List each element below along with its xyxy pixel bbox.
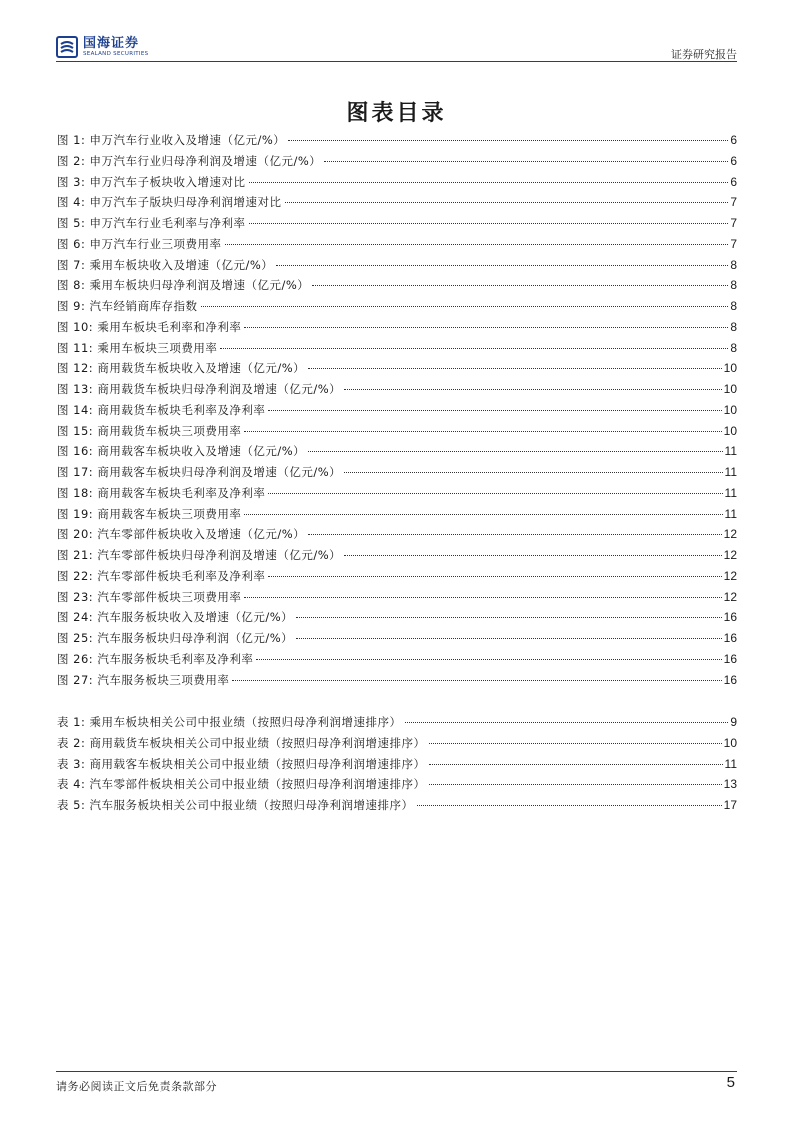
logo-mark-icon xyxy=(56,36,78,58)
figure-entry-label: 图 17: 商用载客车板块归母净利润及增速（亿元/%） xyxy=(57,465,342,479)
figure-entry-page: 8 xyxy=(730,319,737,334)
figure-entry[interactable] xyxy=(57,319,737,339)
dot-leader xyxy=(249,182,729,183)
figure-entry-label: 图 24: 汽车服务板块收入及增速（亿元/%） xyxy=(57,610,294,625)
logo-chinese-name: 国海证券 xyxy=(83,35,140,51)
figure-entry[interactable] xyxy=(57,360,737,380)
table-entry-page: 11 xyxy=(724,756,737,771)
figure-entry-page: 10 xyxy=(723,361,737,376)
figure-entry-page: 16 xyxy=(723,672,737,687)
figure-entry-page: 12 xyxy=(723,568,737,583)
figure-entry[interactable] xyxy=(57,589,737,609)
figure-entry-page: 8 xyxy=(730,278,737,293)
dot-leader xyxy=(308,451,722,452)
figure-entry-label: 图 11: 乘用车板块三项费用率 xyxy=(57,340,218,355)
figure-entry[interactable] xyxy=(57,215,737,235)
figure-entry-label: 图 23: 汽车零部件板块三项费用率 xyxy=(57,589,242,604)
figure-entry-page: 8 xyxy=(730,257,737,272)
dot-leader xyxy=(308,368,722,369)
footer-divider xyxy=(56,1071,737,1072)
dot-leader xyxy=(249,223,729,224)
figure-entry-label: 图 22: 汽车零部件板块毛利率及净利率 xyxy=(57,568,266,583)
company-logo xyxy=(56,36,148,58)
figure-entry[interactable] xyxy=(57,194,737,214)
figure-entry-label: 图 26: 汽车服务板块毛利率及净利率 xyxy=(57,651,254,666)
figure-entry-label: 图 5: 申万汽车行业毛利率与净利率 xyxy=(57,216,246,230)
dot-leader xyxy=(344,555,722,556)
figure-entry-label: 图 25: 汽车服务板块归母净利润（亿元/%） xyxy=(57,631,294,645)
dot-leader xyxy=(296,638,722,639)
logo-english-name: SEALAND SECURITIES xyxy=(83,50,149,57)
figure-entry-page: 6 xyxy=(730,174,737,189)
dot-leader xyxy=(201,306,729,307)
figure-entry-page: 10 xyxy=(723,382,737,396)
dot-leader xyxy=(268,576,721,577)
dot-leader xyxy=(312,285,728,286)
figure-entry[interactable] xyxy=(57,298,737,318)
figure-entry-page: 10 xyxy=(723,402,737,417)
figure-entry[interactable] xyxy=(57,423,737,443)
figure-entry[interactable] xyxy=(57,630,737,650)
table-entry-page: 13 xyxy=(723,777,737,792)
figure-entry-page: 6 xyxy=(730,153,737,168)
figure-entry-page: 8 xyxy=(730,340,737,355)
dot-leader xyxy=(244,327,728,328)
figure-entry[interactable] xyxy=(57,340,737,360)
dot-leader xyxy=(344,472,722,473)
figure-entry[interactable] xyxy=(57,381,737,401)
figure-entry[interactable] xyxy=(57,153,737,173)
figure-entry[interactable] xyxy=(57,485,737,505)
figure-entry[interactable] xyxy=(57,236,737,256)
dot-leader xyxy=(285,202,729,203)
page-header xyxy=(56,32,737,62)
dot-leader xyxy=(268,410,721,411)
report-type-label: 证券研究报告 xyxy=(671,48,737,61)
figure-entry[interactable] xyxy=(57,609,737,629)
page-title: 图表目录 xyxy=(346,100,447,126)
figure-entry-label: 图 6: 申万汽车行业三项费用率 xyxy=(57,236,222,251)
figure-entry-page: 11 xyxy=(724,444,737,459)
figure-entry-label: 图 14: 商用载货车板块毛利率及净利率 xyxy=(57,402,266,417)
figure-entry-label: 图 8: 乘用车板块归母净利润及增速（亿元/%） xyxy=(57,278,310,293)
figure-entry-label: 图 1: 申万汽车行业收入及增速（亿元/%） xyxy=(57,133,286,147)
figure-entry-page: 11 xyxy=(724,465,737,479)
table-entry-label: 表 2: 商用载货车板块相关公司中报业绩（按照归母净利润增速排序） xyxy=(57,735,426,750)
dot-leader xyxy=(429,743,722,744)
table-entry[interactable] xyxy=(57,797,737,817)
figure-entry[interactable] xyxy=(57,402,737,422)
table-entry[interactable] xyxy=(57,714,737,734)
figure-entry-page: 16 xyxy=(723,631,737,645)
figure-entry[interactable] xyxy=(57,526,737,546)
figure-entry[interactable] xyxy=(57,277,737,297)
page-number: 5 xyxy=(726,1074,735,1091)
table-entry[interactable] xyxy=(57,756,737,776)
disclaimer-note: 请务必阅读正文后免责条款部分 xyxy=(56,1080,217,1093)
figure-entry[interactable] xyxy=(57,174,737,194)
figure-entry-page: 12 xyxy=(723,589,737,604)
figure-entry-page: 11 xyxy=(724,485,737,500)
dot-leader xyxy=(244,431,721,432)
figure-entry[interactable] xyxy=(57,443,737,463)
figure-entry-label: 图 20: 汽车零部件板块收入及增速（亿元/%） xyxy=(57,527,306,542)
figure-entry-label: 图 3: 申万汽车子板块收入增速对比 xyxy=(57,174,246,189)
dot-leader xyxy=(405,722,729,723)
figure-entry[interactable] xyxy=(57,132,737,152)
dot-leader xyxy=(296,617,722,618)
figure-entry-label: 图 2: 申万汽车行业归母净利润及增速（亿元/%） xyxy=(57,153,322,168)
figure-entry-page: 6 xyxy=(730,133,737,147)
figure-entry-page: 7 xyxy=(730,216,737,230)
dot-leader xyxy=(256,659,721,660)
dot-leader xyxy=(244,597,721,598)
table-entry-page: 10 xyxy=(723,735,737,750)
figure-entry-label: 图 16: 商用载客车板块收入及增速（亿元/%） xyxy=(57,444,306,459)
figure-entry-label: 图 12: 商用载货车板块收入及增速（亿元/%） xyxy=(57,361,306,376)
figure-entry-page: 11 xyxy=(724,506,737,521)
figure-entry[interactable] xyxy=(57,506,737,526)
table-entry-label: 表 1: 乘用车板块相关公司中报业绩（按照归母净利润增速排序） xyxy=(57,715,402,729)
figure-entry[interactable] xyxy=(57,257,737,277)
figure-entry-label: 图 7: 乘用车板块收入及增速（亿元/%） xyxy=(57,257,274,272)
figure-entry-label: 图 18: 商用载客车板块毛利率及净利率 xyxy=(57,485,266,500)
table-entry-label: 表 4: 汽车零部件板块相关公司中报业绩（按照归母净利润增速排序） xyxy=(57,777,426,792)
figure-entry-label: 图 9: 汽车经销商库存指数 xyxy=(57,299,198,313)
dot-leader xyxy=(324,161,728,162)
figure-entry-label: 图 15: 商用载货车板块三项费用率 xyxy=(57,423,242,438)
dot-leader xyxy=(244,514,722,515)
figure-entry[interactable] xyxy=(57,547,737,567)
dot-leader xyxy=(276,265,728,266)
figure-entry-label: 图 13: 商用载货车板块归母净利润及增速（亿元/%） xyxy=(57,382,342,396)
table-entry-label: 表 3: 商用载客车板块相关公司中报业绩（按照归母净利润增速排序） xyxy=(57,756,426,771)
figure-entry-page: 8 xyxy=(730,299,737,313)
dot-leader xyxy=(344,389,722,390)
dot-leader xyxy=(220,348,728,349)
figure-entry-page: 12 xyxy=(723,527,737,542)
figure-entry[interactable] xyxy=(57,568,737,588)
figure-entry-label: 图 4: 申万汽车子版块归母净利润增速对比 xyxy=(57,195,282,210)
figure-entry-label: 图 10: 乘用车板块毛利率和净利率 xyxy=(57,319,242,334)
figure-entry[interactable] xyxy=(57,651,737,671)
figure-entry[interactable] xyxy=(57,464,737,484)
figure-entry-page: 7 xyxy=(730,195,737,210)
figure-entry-page: 12 xyxy=(723,548,737,562)
dot-leader xyxy=(268,493,722,494)
table-entry[interactable] xyxy=(57,776,737,796)
table-entry[interactable] xyxy=(57,735,737,755)
dot-leader xyxy=(417,805,722,806)
dot-leader xyxy=(288,140,728,141)
table-entry-page: 9 xyxy=(730,715,737,729)
dot-leader xyxy=(225,244,729,245)
figure-entry-page: 16 xyxy=(723,610,737,625)
figure-entry[interactable] xyxy=(57,672,737,692)
dot-leader xyxy=(232,680,721,681)
figure-entry-page: 10 xyxy=(723,423,737,438)
figure-entry-label: 图 19: 商用载客车板块三项费用率 xyxy=(57,506,242,521)
table-entry-label: 表 5: 汽车服务板块相关公司中报业绩（按照归母净利润增速排序） xyxy=(57,798,414,812)
table-entry-page: 17 xyxy=(723,798,737,812)
figure-entry-page: 7 xyxy=(730,236,737,251)
figure-entry-page: 16 xyxy=(723,651,737,666)
header-divider xyxy=(56,61,737,62)
figure-entry-label: 图 21: 汽车零部件板块归母净利润及增速（亿元/%） xyxy=(57,548,342,562)
dot-leader xyxy=(308,534,722,535)
dot-leader xyxy=(429,784,722,785)
dot-leader xyxy=(429,764,723,765)
figure-entry-label: 图 27: 汽车服务板块三项费用率 xyxy=(57,672,230,687)
